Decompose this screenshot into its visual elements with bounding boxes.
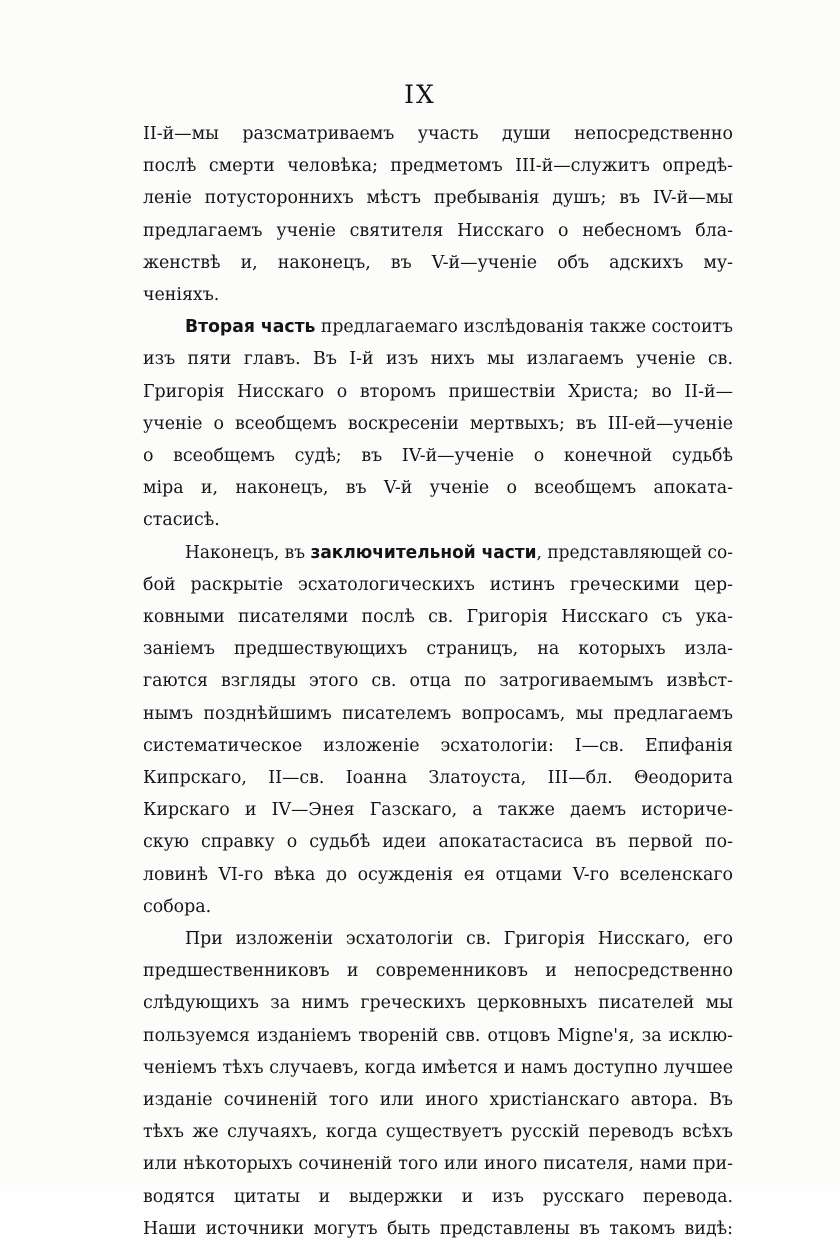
text-line: собора. [143, 896, 212, 917]
text-line: ковными писателями послѣ св. Григорiя Нисскаго съ ука- [143, 607, 733, 627]
text-line: Наши источники могутъ быть представлены въ такомъ видѣ: [143, 1218, 733, 1239]
text-line: Наконецъ, въ заключительной части, представляющей со- [185, 542, 733, 563]
bold-phrase: заключительной части [310, 542, 537, 563]
text-line: Кирскаго и IV—Энея Газскаго, а также даемъ историче- [143, 800, 733, 821]
text-line: Григорiя Нисскаго о второмъ пришествiи Христа; во II-й— [143, 381, 733, 402]
text-line: ловинѣ VI-го вѣка до осужденiя ея отцами V-го вселенскаго [143, 864, 733, 885]
text-line: мiра и, наконецъ, въ V-й ученiе о всеобщемъ апоката- [143, 478, 733, 499]
text-line: гаются взгляды этого св. отца по затрогиваемымъ извѣст- [143, 671, 733, 692]
text-line: ченiемъ тѣхъ случаевъ, когда имѣется и намъ доступно лучшее [143, 1057, 733, 1078]
text-line: систематическое изложенiе эсхатологiи: I—св. Епифанiя [143, 735, 733, 756]
page-number: IX [404, 80, 436, 109]
text-line: нымъ позднѣйшимъ писателемъ вопросамъ, мы предлагаемъ [143, 703, 733, 724]
text-line: изъ пяти главъ. Въ I-й изъ нихъ мы излагаемъ ученiе св. [143, 349, 733, 370]
text-line: предлагаемъ ученiе святителя Нисскаго о небесномъ бла- [143, 220, 733, 241]
text-line: тѣхъ же случаяхъ, когда существуетъ русскiй переводъ всѣхъ [143, 1122, 733, 1143]
text-line: водятся цитаты и выдержки и изъ русскаго перевода. [143, 1186, 733, 1207]
text-line: Вторая часть предлагаемаго изслѣдованiя также состоитъ [185, 317, 733, 338]
text-line: скую справку о судьбѣ идеи апокатастасиса въ первой по- [143, 832, 733, 853]
text-line: предшественниковъ и современниковъ и непосредственно [143, 961, 733, 982]
text-line: пользуемся изданiемъ творенiй свв. отцовъ Migne'я, за исклю- [143, 1025, 733, 1046]
text-line: о всеобщемъ судѣ; въ IV-й—ученiе о конечной судьбѣ [143, 446, 733, 466]
text-line: стасисѣ. [143, 510, 220, 531]
text-line: бой раскрытiе эсхатологическихъ истинъ греческими цер- [143, 574, 733, 595]
text-line: ченiяхъ. [143, 285, 220, 305]
text-line: или нѣкоторыхъ сочиненiй того или иного писателя, нами при- [143, 1154, 733, 1175]
text-line: изданiе сочиненiй того или иного христiанскаго автора. Въ [143, 1090, 733, 1110]
text-line: занiемъ предшествующихъ страницъ, на которыхъ изла- [143, 639, 733, 660]
text-line: слѣдующихъ за нимъ греческихъ церковныхъ писателей мы [143, 993, 733, 1014]
text-line: послѣ смерти человѣка; предметомъ III-й—служитъ опредѣ- [143, 156, 733, 177]
text-line: II-й—мы разсматриваемъ участь души непосредственно [143, 124, 733, 144]
text-line: ученiе о всеобщемъ воскресенiи мертвыхъ; въ III-ей—ученiе [143, 413, 733, 434]
text-line: ленiе потустороннихъ мѣстъ пребыванiя душъ; въ IV-й—мы [143, 188, 733, 209]
text-line: женствѣ и, наконецъ, въ V-й—ученiе объ адскихъ му- [143, 252, 733, 273]
bold-phrase: Вторая часть [185, 317, 316, 338]
text-line: При изложенiи эсхатологiи св. Григорiя Нисскаго, его [185, 929, 733, 949]
text-line: Кипрскаго, II—св. Iоанна Златоуста, III—бл. Θеодорита [143, 768, 733, 788]
